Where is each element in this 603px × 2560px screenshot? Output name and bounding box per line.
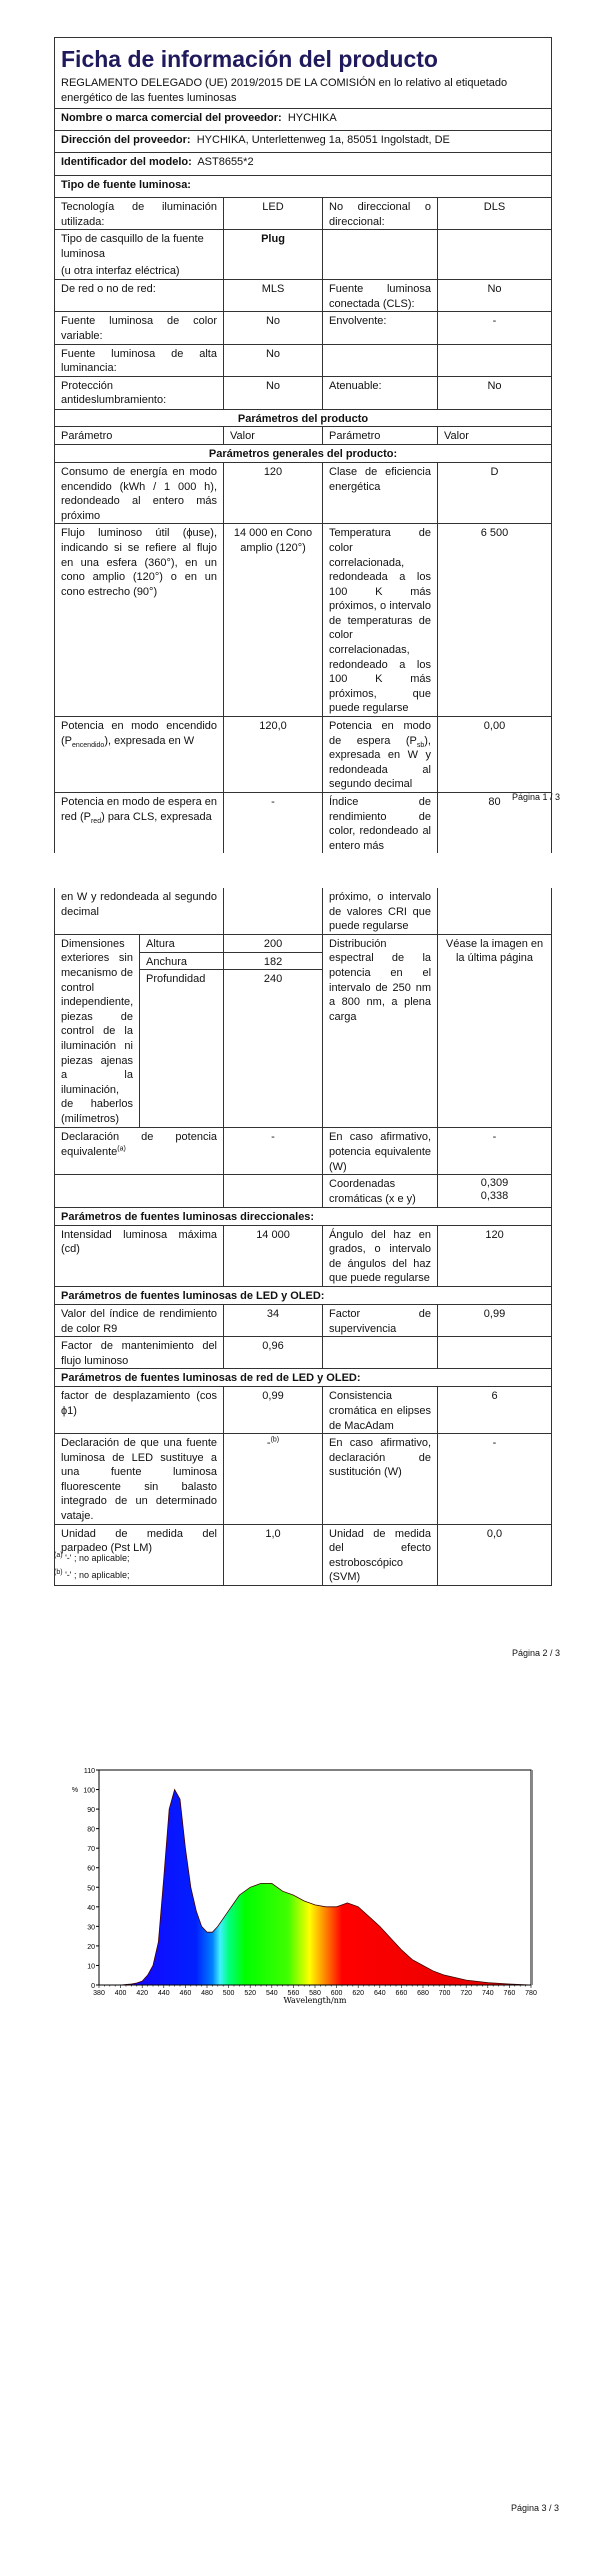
light-source-type-heading: Tipo de fuente luminosa: [55, 176, 552, 198]
label-part: Declaración de potencia equivalente [61, 1131, 218, 1158]
param-label: Envolvente: [323, 312, 438, 344]
param-label [323, 344, 438, 376]
y-tick-label: 60 [87, 1865, 95, 1873]
label-subscript: encendido [72, 741, 105, 749]
y-tick-label: 70 [87, 1846, 95, 1854]
table-row [55, 198, 552, 230]
param-label: Factor de supervivencia [323, 1304, 438, 1336]
param-label: Fuente luminosa de alta luminancia: [55, 344, 224, 376]
supplier-address-row [55, 131, 552, 153]
dimensions-label: Dimensiones exteriores sin mecanismo de control independiente, piezas de control de la iluminación ni piezas ajenas a la iluminación, de haberlos (milímetros) [55, 934, 140, 1128]
table-row [55, 1387, 552, 1434]
param-value: 0,96 [224, 1337, 323, 1369]
table-row [55, 1175, 552, 1207]
param-value: DLS [438, 198, 552, 230]
label-part: Potencia en modo de espera (P [329, 720, 431, 747]
x-tick-label: 780 [525, 1990, 537, 1997]
empty-cell [55, 1175, 224, 1207]
param-label: Factor de mantenimiento del flujo luminoso [55, 1337, 224, 1369]
x-tick-label: 600 [330, 1990, 343, 1997]
label-part: ) para CLS, expresada [101, 810, 212, 823]
param-value: 0,0 [438, 1524, 552, 1585]
param-value [438, 344, 552, 376]
supplier-name-row [55, 109, 552, 131]
x-tick-label: 680 [417, 1990, 429, 1997]
y-tick-label: 110 [83, 1768, 95, 1775]
footnote-mark: (b) [54, 1569, 63, 1576]
cap-type-note: (u otra interfaz eléctrica) [61, 265, 180, 278]
chroma-y: 0,338 [480, 1190, 509, 1203]
spectrum-area [99, 1790, 531, 1986]
x-tick-label: 420 [136, 1990, 149, 1997]
empty-cell [224, 1175, 323, 1207]
x-tick-label: 580 [309, 1990, 321, 1997]
param-label: No direccional o direccional: [323, 198, 438, 230]
param-label: Fuente luminosa de color variable: [55, 312, 224, 344]
param-value: No [224, 312, 323, 344]
param-value [438, 1337, 552, 1369]
value-part: - [266, 1437, 271, 1450]
page-number: Página 2 / 3 [512, 1648, 561, 1658]
x-tick-label: 380 [93, 1990, 105, 1997]
table-row [55, 1128, 552, 1175]
x-tick-label: 540 [265, 1990, 278, 1997]
x-tick-label: 460 [179, 1990, 192, 1997]
table-row [55, 1434, 552, 1525]
page-title: Ficha de información del producto [61, 46, 438, 72]
table-row [55, 230, 552, 280]
model-label: Identificador del modelo: [61, 156, 192, 168]
x-tick-label: 640 [373, 1990, 386, 1997]
dimension-value: 240 [224, 970, 323, 1128]
param-value: 6 [438, 1387, 552, 1434]
table-row [55, 793, 552, 854]
param-value: 80 [438, 793, 552, 854]
footnote-mark: (a) [54, 1552, 63, 1559]
x-tick-label: 760 [503, 1990, 516, 1997]
x-tick-label: 480 [201, 1990, 213, 1997]
table-row [55, 1337, 552, 1369]
param-label: En caso afirmativo, potencia equivalente (W) [323, 1128, 438, 1175]
led-oled-heading: Parámetros de fuentes luminosas de LED y OLED: [55, 1286, 552, 1304]
address-label: Dirección del proveedor: [61, 134, 191, 146]
x-tick-label: 620 [352, 1990, 365, 1997]
table-row [55, 1304, 552, 1336]
label-subscript: sb [416, 741, 425, 749]
param-value: No [224, 376, 323, 409]
x-tick-label: 700 [438, 1990, 451, 1997]
model-value: AST8655*2 [197, 156, 254, 168]
param-value: Véase la imagen en la última página [438, 934, 552, 1128]
param-label [323, 717, 438, 793]
column-header: Valor [438, 427, 552, 445]
label-part: Potencia en modo encendido (P [61, 720, 217, 747]
page-number: Página 3 / 3 [511, 2503, 560, 2513]
chroma-x: 0,309 [480, 1177, 509, 1190]
page-number: Página 1 / 3 [512, 792, 561, 802]
param-value: MLS [224, 280, 323, 312]
param-label: Declaración de que una fuente luminosa de LED sustituye a una fuente luminosa fluorescente sin balasto integrado de un determinado vataje. [55, 1434, 224, 1525]
y-tick-label: 20 [87, 1943, 95, 1951]
param-label [323, 230, 438, 280]
param-label: Distribución espectral de la potencia en el intervalo de 250 nm a 800 nm, a plena carga [323, 934, 438, 1128]
param-label [323, 1337, 438, 1369]
y-tick-label: 40 [87, 1904, 95, 1912]
param-value: 1,0 [224, 1524, 323, 1585]
table-row [55, 312, 552, 344]
label-part: ), expresada en W [104, 734, 195, 747]
param-label [55, 1128, 224, 1175]
param-value: 14 000 [224, 1225, 323, 1286]
y-tick-label: 10 [87, 1963, 95, 1971]
x-tick-label: 400 [114, 1990, 127, 1997]
table-row [55, 344, 552, 376]
param-value: - [224, 793, 323, 854]
param-value: 34 [224, 1304, 323, 1336]
param-value: - [438, 312, 552, 344]
column-header: Valor [224, 427, 323, 445]
param-label: Unidad de medida del efecto estroboscópico (SVM) [323, 1524, 438, 1585]
y-tick-label: 30 [87, 1924, 95, 1932]
table-row [55, 888, 552, 934]
param-value: 120 [224, 462, 323, 523]
product-info-table-page1 [54, 37, 552, 853]
cap-type-label: Tipo de casquillo de la fuente luminosa [61, 233, 204, 260]
column-header: Parámetro [55, 427, 224, 445]
footnote-mark: (a) [117, 1145, 126, 1153]
table-row [55, 462, 552, 523]
model-row [55, 153, 552, 176]
param-value: No [438, 376, 552, 409]
general-params-heading: Parámetros generales del producto: [55, 445, 552, 463]
param-value: 14 000 en Cono amplio (120°) [224, 524, 323, 717]
y-tick-label: 80 [87, 1826, 95, 1834]
x-tick-label: 520 [244, 1990, 257, 1997]
param-label: Protección antideslumbramiento: [55, 376, 224, 409]
product-info-table-page2 [54, 888, 552, 1586]
footnote-mark: (b) [270, 1436, 280, 1444]
dimension-label: Anchura [140, 952, 224, 970]
y-axis-label: % [71, 1787, 79, 1794]
param-label: De red o no de red: [55, 280, 224, 312]
param-label: Unidad de medida del parpadeo (Pst LM) [55, 1524, 224, 1585]
param-label: Tecnología de iluminación utilizada: [55, 198, 224, 230]
label-part: Potencia en modo de espera en red (P [61, 796, 217, 823]
x-tick-label: 660 [395, 1990, 408, 1997]
supplier-label: Nombre o marca comercial del proveedor: [61, 112, 282, 124]
param-value: D [438, 462, 552, 523]
dimension-value: 200 [224, 934, 323, 952]
param-value: 0,99 [224, 1387, 323, 1434]
param-value: - [438, 1434, 552, 1525]
x-tick-label: 440 [157, 1990, 170, 1997]
param-value: 6 500 [438, 524, 552, 717]
mains-led-heading: Parámetros de fuentes luminosas de red de LED y OLED: [55, 1369, 552, 1387]
directional-heading: Parámetros de fuentes luminosas direccionales: [55, 1207, 552, 1225]
header-cell [55, 38, 552, 109]
column-header: Parámetro [323, 427, 438, 445]
x-tick-label: 740 [481, 1990, 494, 1997]
param-label [55, 230, 224, 280]
param-value [438, 888, 552, 934]
y-tick-label: 90 [87, 1807, 95, 1815]
param-value [224, 1434, 323, 1525]
param-label: Valor del índice de rendimiento de color R9 [55, 1304, 224, 1336]
footnote-text: '-' ; no aplicable; [65, 1553, 130, 1563]
x-tick-label: 560 [287, 1990, 300, 1997]
param-value: 120,0 [224, 717, 323, 793]
table-row [55, 524, 552, 717]
x-axis-label: Wavelength/nm [283, 1996, 347, 2005]
dimension-label: Altura [140, 934, 224, 952]
table-row [55, 934, 552, 952]
param-value: 120 [438, 1225, 552, 1286]
param-label: Flujo luminoso útil (ϕuse), indicando si se refiere al flujo en una esfera (360°), en un cono amplio (120°) o en un cono estrecho (90°) [55, 524, 224, 717]
y-tick-label: 50 [87, 1885, 95, 1893]
column-header-row [55, 427, 552, 445]
param-label [55, 793, 224, 854]
param-value: Plug [224, 230, 323, 280]
param-label [55, 717, 224, 793]
param-label: Temperatura de color correlacionada, redondeada a los 100 K más próximos, o intervalo de temperaturas de color correlacionadas, redondeado a los 100 K más próximos, que puede regularse [323, 524, 438, 717]
param-value [438, 1175, 552, 1207]
table-row [55, 1225, 552, 1286]
param-label: En caso afirmativo, declaración de sustitución (W) [323, 1434, 438, 1525]
regulation-text: REGLAMENTO DELEGADO (UE) 2019/2015 DE LA COMISIÓN en lo relativo al etiquetado energético de las fuentes luminosas [61, 77, 508, 104]
dimension-label: Profundidad [140, 970, 224, 1128]
param-label: factor de desplazamiento (cos ϕ1) [55, 1387, 224, 1434]
param-label: próximo, o intervalo de valores CRI que puede regularse [323, 888, 438, 934]
param-label: Atenuable: [323, 376, 438, 409]
supplier-value: HYCHIKA [287, 112, 337, 124]
param-label: en W y redondeada al segundo decimal [55, 888, 224, 934]
param-value: - [438, 1128, 552, 1175]
param-value [224, 888, 323, 934]
label-subscript: red [90, 817, 102, 825]
param-value: LED [224, 198, 323, 230]
param-label: Consumo de energía en modo encendido (kWh / 1 000 h), redondeado al entero más próximo [55, 462, 224, 523]
dimension-value: 182 [224, 952, 323, 970]
y-tick-label: 100 [83, 1787, 95, 1795]
param-value: No [224, 344, 323, 376]
param-label: Fuente luminosa conectada (CLS): [323, 280, 438, 312]
spectral-distribution-chart [0, 1750, 603, 2020]
param-label: Clase de eficiencia energética [323, 462, 438, 523]
param-value: No [438, 280, 552, 312]
table-row [55, 280, 552, 312]
param-label: Intensidad luminosa máxima (cd) [55, 1225, 224, 1286]
footnote-b [54, 1570, 130, 1580]
param-value: - [224, 1128, 323, 1175]
footnote-text: '-' ; no aplicable; [65, 1570, 130, 1580]
param-value [438, 230, 552, 280]
param-label: Consistencia cromática en elipses de MacAdam [323, 1387, 438, 1434]
table-row [55, 376, 552, 409]
param-value: 0,99 [438, 1304, 552, 1336]
footnote-a [54, 1553, 130, 1563]
address-value: HYCHIKA, Unterlettenweg 1a, 85051 Ingolstadt, DE [196, 134, 450, 146]
table-row [55, 717, 552, 793]
param-label: Índice de rendimiento de color, redondeado al entero más [323, 793, 438, 854]
y-tick-label: 0 [91, 1983, 95, 1990]
param-label: Ángulo del haz en grados, o intervalo de ángulos del haz que puede regularse [323, 1225, 438, 1286]
x-tick-label: 720 [460, 1990, 473, 1997]
param-value: 0,00 [438, 717, 552, 793]
label-part: ), expresada en W y redondeada al segundo decimal [329, 734, 431, 791]
param-label: Coordenadas cromáticas (x e y) [323, 1175, 438, 1207]
x-tick-label: 500 [222, 1990, 235, 1997]
product-params-heading: Parámetros del producto [55, 409, 552, 427]
